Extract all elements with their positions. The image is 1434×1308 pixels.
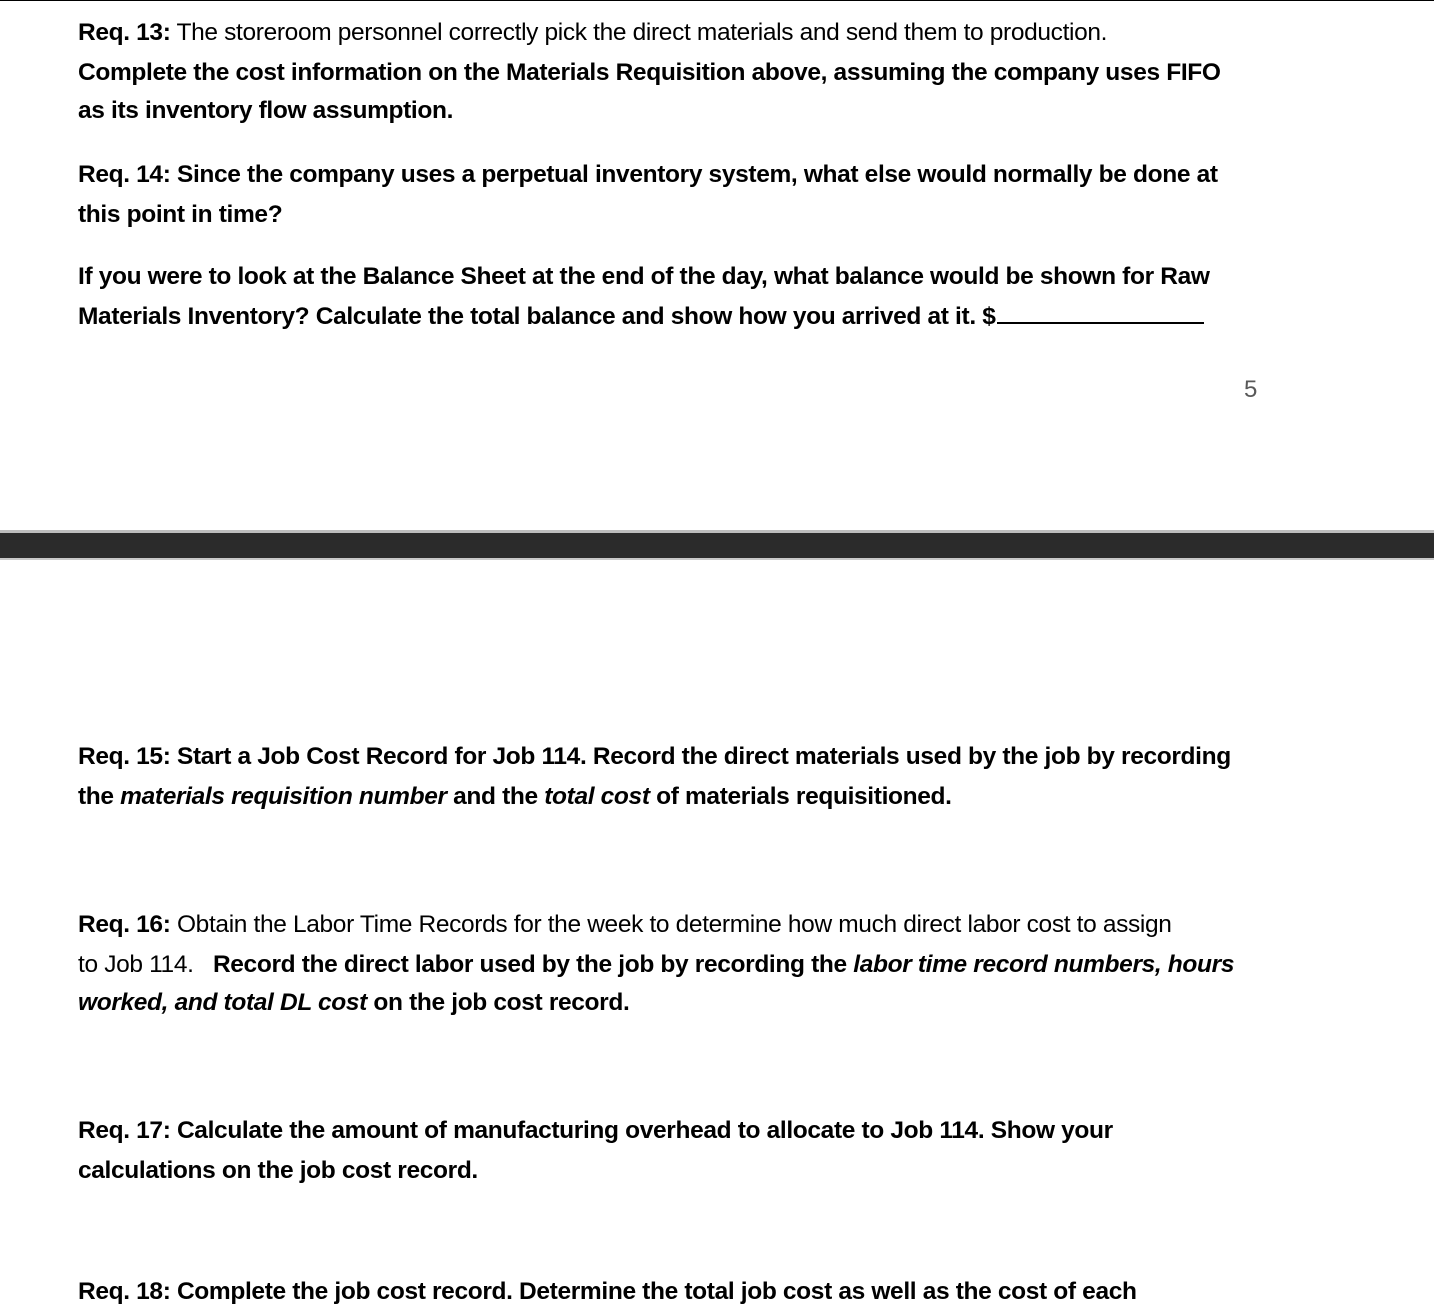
req13-line3: as its inventory flow assumption. bbox=[78, 97, 454, 124]
answer-blank[interactable] bbox=[997, 300, 1204, 324]
req16-paragraph bbox=[78, 905, 1268, 1023]
page-break bbox=[0, 530, 1434, 560]
req15-line1: Req. 15: Start a Job Cost Record for Job 114. Record the direct materials used by the job by recording bbox=[78, 743, 1231, 770]
req16-emphasis-hours-cost: worked, and total DL cost bbox=[78, 989, 367, 1016]
page-number: 5 bbox=[1244, 376, 1258, 403]
req17-line1: Req. 17: Calculate the amount of manufacturing overhead to allocate to Job 114. Show your bbox=[78, 1117, 1113, 1144]
req15-line2-c: and the bbox=[446, 783, 545, 810]
req17-paragraph bbox=[78, 1111, 1268, 1191]
req16-emphasis-labor-records: labor time record numbers, hours bbox=[853, 951, 1235, 978]
page-top-rule bbox=[0, 0, 1434, 1]
req13-line2: Complete the cost information on the Materials Requisition above, assuming the company uses FIFO bbox=[78, 59, 1221, 86]
req16-line1-text: Obtain the Labor Time Records for the week to determine how much direct labor cost to assign bbox=[170, 911, 1172, 938]
req14-line2: this point in time? bbox=[78, 201, 283, 228]
req18-partial-line: Req. 18: Complete the job cost record. Determine the total job cost as well as the cost of each bbox=[78, 1278, 1137, 1305]
req15-emphasis-requisition-number: materials requisition number bbox=[120, 783, 447, 810]
req16-line2-a: to Job 114. bbox=[78, 951, 213, 978]
req16-line3-b: on the job cost record. bbox=[366, 989, 630, 1016]
req15-line2-a: the bbox=[78, 783, 121, 810]
req16-line2-b: Record the direct labor used by the job by recording the bbox=[212, 951, 854, 978]
req13-label: Req. 13: bbox=[78, 19, 171, 46]
req15-emphasis-total-cost: total cost bbox=[544, 783, 650, 810]
balance-question-paragraph bbox=[78, 257, 1268, 337]
balance-question-line2: Materials Inventory? Calculate the total balance and show how you arrived at it. $ bbox=[78, 303, 996, 330]
req14-line1: Req. 14: Since the company uses a perpetual inventory system, what else would normally be done at bbox=[78, 161, 1218, 188]
balance-question-line1: If you were to look at the Balance Sheet at the end of the day, what balance would be shown for Raw bbox=[78, 263, 1210, 290]
req15-paragraph bbox=[78, 737, 1268, 817]
req13-text: The storeroom personnel correctly pick the direct materials and send them to production. bbox=[170, 19, 1108, 46]
req13-paragraph bbox=[78, 13, 1268, 131]
req15-line2-e: of materials requisitioned. bbox=[649, 783, 952, 810]
req16-label: Req. 16: bbox=[78, 911, 171, 938]
req14-paragraph bbox=[78, 155, 1268, 235]
req17-line2: calculations on the job cost record. bbox=[78, 1157, 478, 1184]
